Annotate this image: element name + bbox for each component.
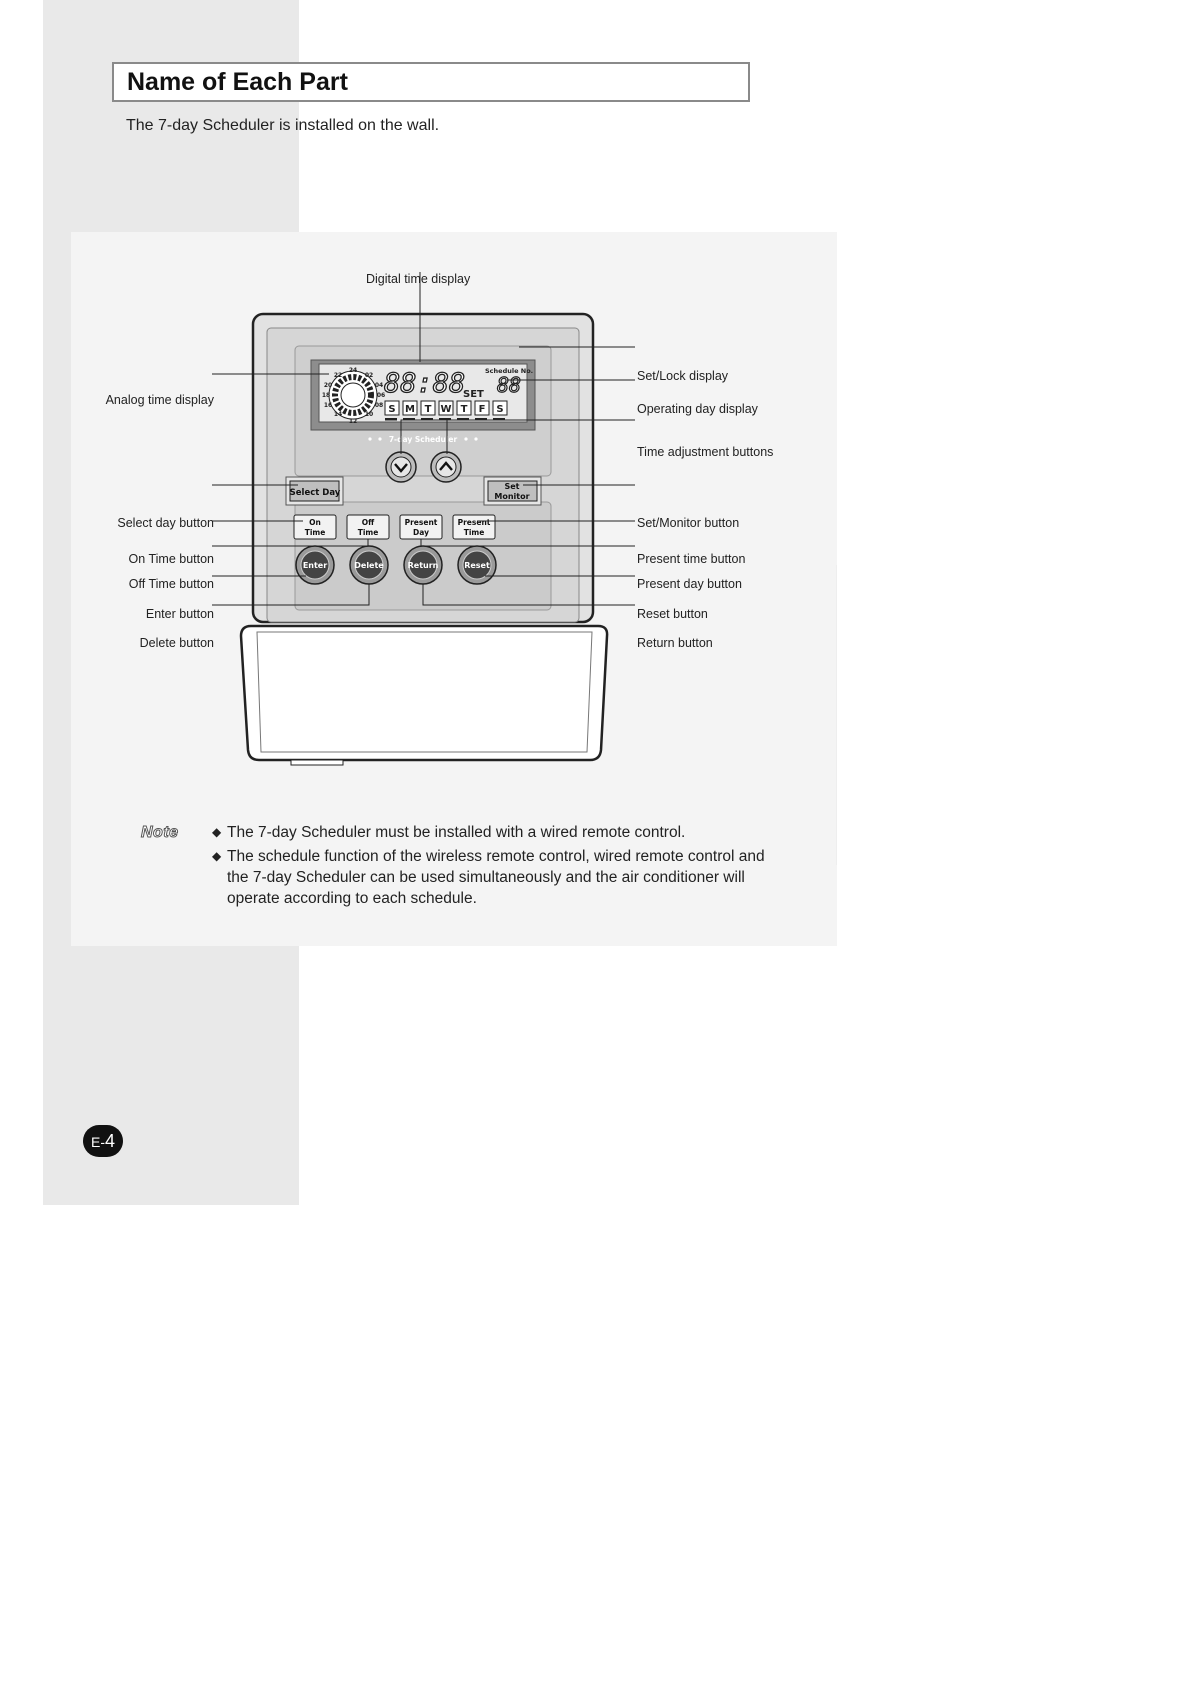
device-cover (241, 626, 607, 760)
svg-text:Present: Present (404, 518, 438, 527)
callout-return-button: Return button (637, 636, 713, 650)
svg-text:Delete: Delete (354, 561, 384, 570)
enter-button (296, 546, 334, 584)
note-item (212, 822, 772, 843)
svg-text:Return: Return (407, 561, 439, 570)
lcd-day: S (388, 404, 396, 415)
svg-text:Monitor: Monitor (494, 492, 530, 501)
svg-text:Time: Time (304, 528, 326, 537)
off-time-button (347, 515, 389, 539)
dial-tick: 04 (374, 382, 384, 389)
svg-text:On: On (309, 518, 321, 527)
dial-tick: 10 (364, 411, 374, 418)
callout-digital-time-display: Digital time display (366, 272, 471, 286)
page-number-badge (83, 1125, 123, 1157)
time-down-button (386, 452, 416, 482)
dial-tick: 14 (333, 411, 343, 418)
present-day-button (400, 515, 442, 539)
dial-tick: 24 (348, 367, 358, 374)
callout-present-day-button: Present day button (637, 577, 742, 591)
reset-button (458, 546, 496, 584)
diamond-bullet-icon: ◆ (212, 849, 222, 863)
delete-button (350, 546, 388, 584)
lcd-set-label: SET (463, 389, 484, 400)
lcd-day: S (496, 404, 504, 415)
note-item-text: The schedule function of the wireless remote control, wired remote control and the 7-day Scheduler can be used simultaneously and the air conditioner will operate according to each schedule. (227, 848, 765, 907)
svg-text:Time: Time (357, 528, 379, 537)
note-label: Note (141, 824, 179, 841)
callout-analog-time-display: Analog time display (105, 393, 214, 407)
intro-text: The 7-day Scheduler is installed on the wall. (126, 117, 440, 134)
callout-delete-button: Delete button (139, 636, 214, 650)
svg-text:Time: Time (463, 528, 485, 537)
callout-set-monitor-button: Set/Monitor button (637, 516, 740, 530)
diamond-bullet-icon: ◆ (212, 825, 222, 839)
page-prefix: E- (90, 1134, 105, 1150)
lcd-schedule-no-label: Schedule No. (485, 367, 534, 375)
dial-tick: 20 (323, 382, 333, 389)
lcd-day: W (440, 404, 452, 415)
lcd-day-row (385, 401, 507, 415)
callout-enter-button: Enter button (145, 607, 214, 621)
note-item-text: The 7-day Scheduler must be installed with a wired remote control. (227, 824, 686, 841)
page-title: Name of Each Part (127, 68, 348, 96)
cover-latch (291, 760, 343, 765)
lcd-day: T (424, 404, 432, 415)
svg-text:Reset: Reset (464, 561, 490, 570)
svg-text:Set: Set (504, 482, 520, 491)
select-day-button (286, 477, 343, 505)
callout-time-adjustment-buttons: Time adjustment buttons (637, 445, 774, 459)
dial-tick: 02 (364, 372, 374, 379)
svg-text:Select Day: Select Day (289, 488, 341, 498)
callout-set-lock-display: Set/Lock display (637, 369, 729, 383)
dial-tick: 16 (323, 402, 333, 409)
callout-reset-button: Reset button (637, 607, 708, 621)
scheduler-diagram (71, 232, 837, 792)
dial-tick: 08 (374, 402, 384, 409)
lcd-day: M (405, 404, 415, 415)
svg-text:Off: Off (361, 518, 375, 527)
dial-tick: 12 (348, 418, 358, 425)
dial-tick: 06 (376, 392, 386, 399)
svg-text:Day: Day (413, 528, 429, 537)
set-monitor-button (484, 477, 541, 505)
title-box (112, 62, 750, 102)
note-item (212, 846, 772, 909)
callout-on-time-button: On Time button (128, 552, 214, 566)
note-list (212, 822, 772, 912)
callout-present-time-button: Present time button (637, 552, 746, 566)
lcd-day: F (478, 404, 486, 415)
lcd-digital-time: 88:88 (384, 368, 466, 399)
svg-text:Present: Present (457, 518, 491, 527)
time-up-button (431, 452, 461, 482)
on-time-button (294, 515, 336, 539)
present-time-button (453, 515, 495, 539)
callout-select-day-button: Select day button (117, 516, 214, 530)
lcd-day: T (460, 404, 468, 415)
brand-strip-label: 7-day Scheduler (388, 435, 458, 444)
lcd-schedule-digits: 88 (497, 373, 522, 397)
callout-off-time-button: Off Time button (128, 577, 214, 591)
page-number: 4 (104, 1131, 115, 1151)
dial-tick: 22 (333, 372, 343, 379)
svg-text:Enter: Enter (302, 561, 328, 570)
return-button (404, 546, 442, 584)
callout-operating-day-display: Operating day display (637, 402, 758, 416)
dial-tick: 18 (321, 392, 331, 399)
